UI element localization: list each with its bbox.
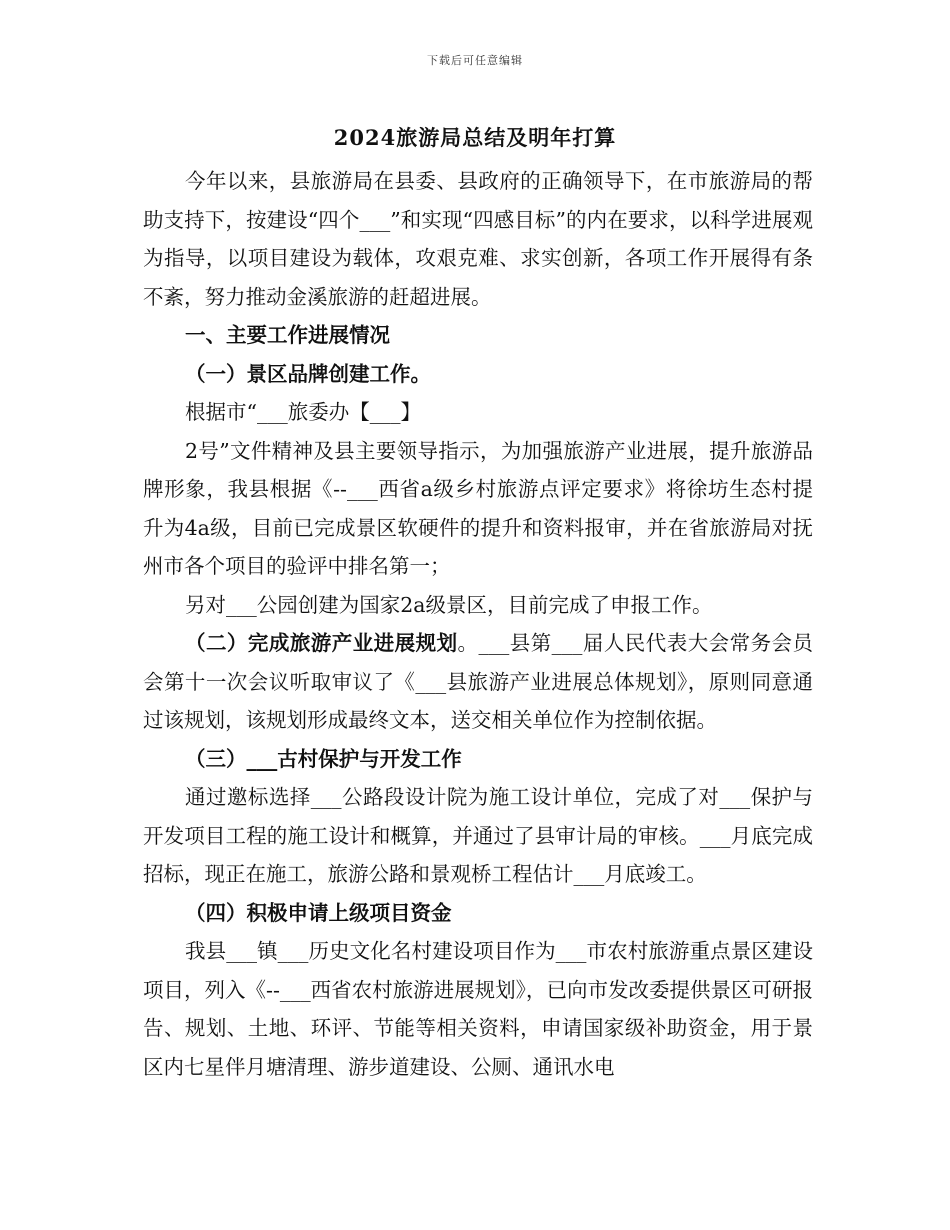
subsection-heading-planning: （二）完成旅游产业进展规划: [185, 631, 458, 655]
subsection-planning-body: 。___县第___届人民代表大会常务会员会第十一次会议听取审议了《___县旅游产业进展总体规划》，原则同意通过该规划，该规划形成最终文本，送交相关单位作为控制依据。: [143, 631, 814, 732]
section-heading-main-progress: 一、主要工作进展情况: [185, 323, 390, 347]
subsection-brand-paragraph: 2号”文件精神及县主要领导指示，为加强旅游产业进展，提升旅游品牌形象，我县根据《--___西省a级乡村旅游点评定要求》将徐坊生态村提升为4a级，目前已完成景区软硬件的提升和资料报审，并在省旅游局对抚州市各个项目的验评中排名第一；: [143, 438, 813, 578]
subsection-heading-village: （三）___古村保护与开发工作: [185, 746, 462, 771]
subsection-heading-brand: （一）景区品牌创建工作。: [185, 361, 431, 386]
subsection-brand-line: 根据市“___旅委办【___】: [185, 400, 421, 424]
intro-paragraph: 今年以来，县旅游局在县委、县政府的正确领导下，在市旅游局的帮助支持下，按建设“四个___”和实现“四感目标”的内在要求，以科学进展观为指导，以项目建设为载体，攻艰克难、求实创新，各项工作开展得有条不紊，努力推动金溪旅游的赶超进展。: [143, 169, 813, 309]
subsection-brand-paragraph-2: 另对___公园创建为国家2a级景区，目前完成了申报工作。: [185, 592, 713, 617]
subsection-funding-paragraph: 我县___镇___历史文化名村建设项目作为___市农村旅游重点景区建设项目，列入《--___西省农村旅游进展规划》，已向市发改委提供景区可研报告、规划、土地、环评、节能等相关资料，申请国家级补助资金，用于景区内七星伴月塘清理、游步道建设、公厕、通讯水电: [143, 939, 813, 1079]
subsection-planning-paragraph: [143, 624, 813, 740]
subsection-heading-funding: （四）积极申请上级项目资金: [185, 900, 452, 925]
document-title: 2024旅游局总结及明年打算: [333, 125, 617, 150]
page-header-note: 下载后可任意编辑: [427, 54, 523, 67]
document-body: [143, 162, 813, 1086]
subsection-village-paragraph: 通过邀标选择___公路段设计院为施工设计单位，完成了对___保护与开发项目工程的施工设计和概算，并通过了县审计局的审核。___月底完成招标，现正在施工，旅游公路和景观桥工程估计___月底竣工。: [143, 785, 813, 886]
